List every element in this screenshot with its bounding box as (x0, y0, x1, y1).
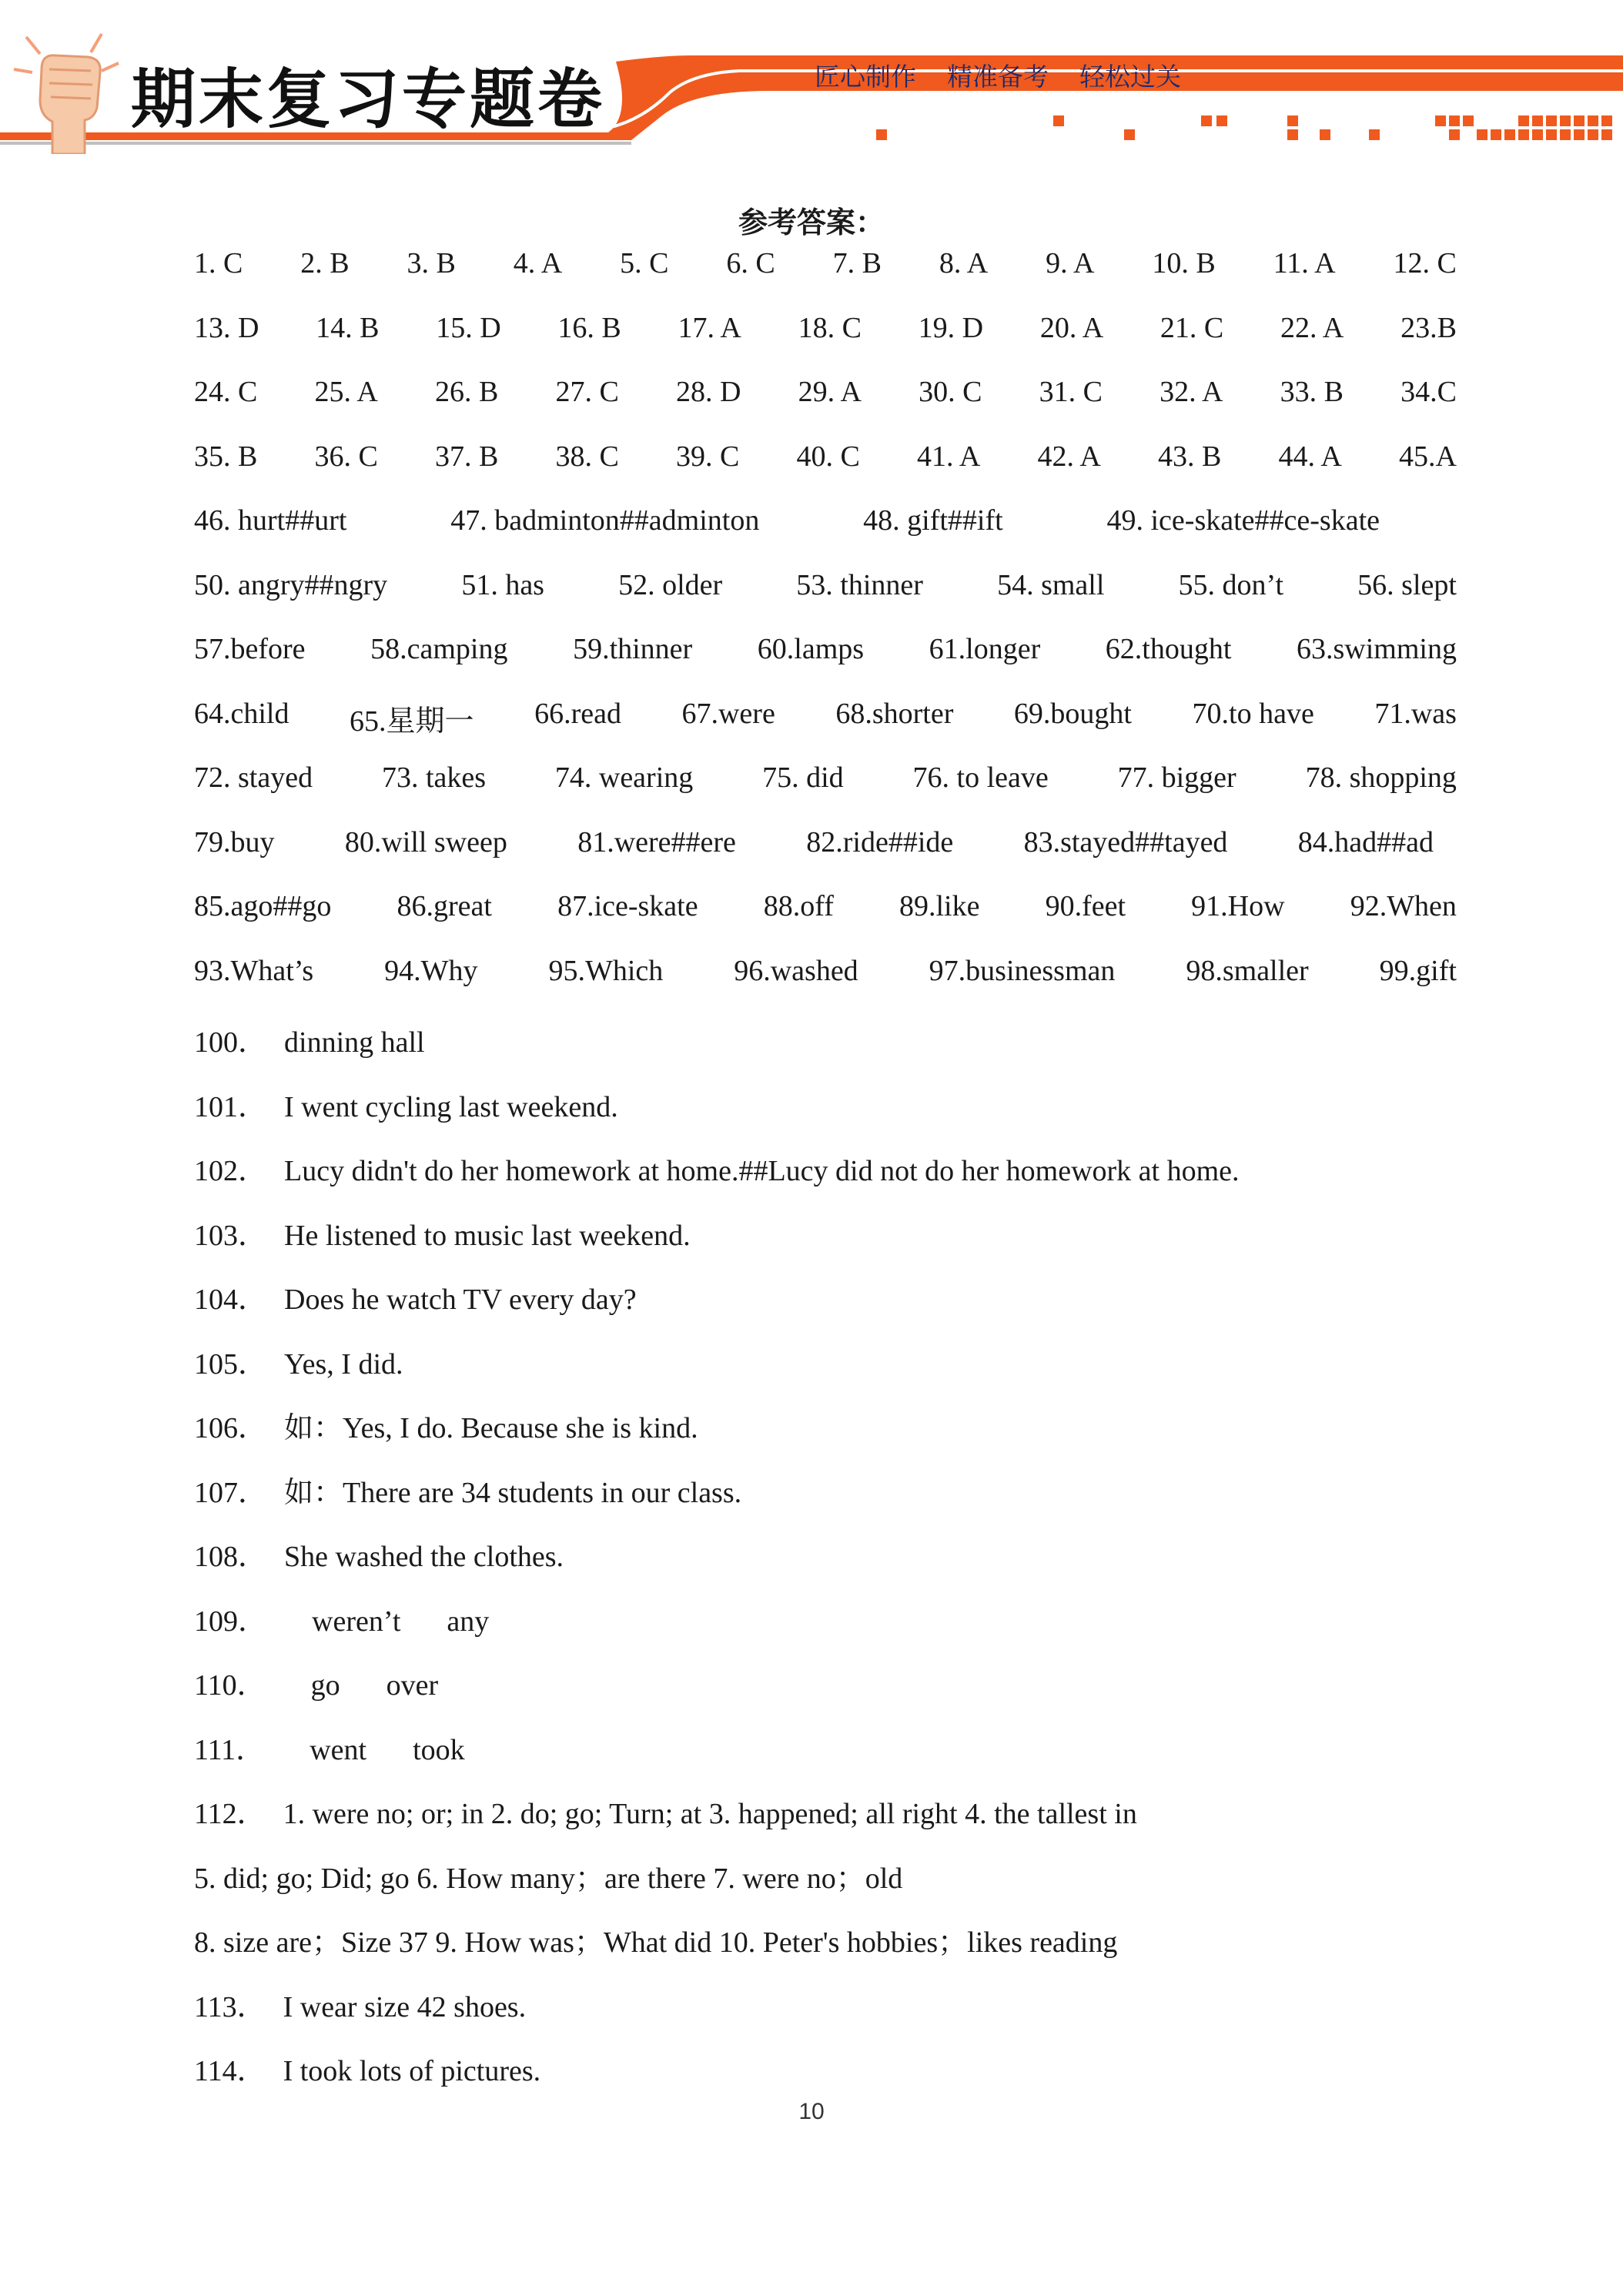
answer-number: 113． (194, 1990, 266, 2023)
answer-text: I wear size 42 shoes. (283, 1990, 527, 2023)
answer-cell: 43. B (1158, 440, 1222, 473)
answer-cell: 73. takes (381, 761, 487, 794)
answer-row (194, 568, 1457, 633)
answer-cell: 94.Why (384, 954, 478, 987)
answer-cell: 91.How (1191, 890, 1285, 922)
answer-cell: 18. C (798, 311, 862, 344)
answer-cell: 37. B (435, 440, 499, 473)
answer-row (194, 761, 1457, 825)
answer-cell: 70.to have (1192, 697, 1314, 730)
answer-cell: 38. C (555, 440, 619, 473)
answer-cell: 96.washed (734, 954, 858, 987)
answer-cell: 23.B (1400, 311, 1457, 344)
answer-cell: 6. C (726, 247, 775, 279)
answer-cell: 81.were##ere (577, 825, 736, 858)
answer-cell: 72. stayed (194, 761, 313, 794)
answer-text: over (386, 1669, 439, 1702)
answer-number: 105． (194, 1347, 268, 1381)
answer-cell: 48. gift##ift (863, 504, 1003, 537)
answer-cell: 21. C (1160, 311, 1224, 344)
answer-pairs (194, 1597, 1457, 1790)
answer-number: 111． (194, 1733, 266, 1766)
answer-cell: 88.off (763, 890, 834, 922)
answer-row (194, 954, 1457, 1019)
answer-number: 103． (194, 1219, 268, 1252)
answer-text: Lucy didn't do her homework at home.##Lucy did not do her homework at home. (284, 1155, 1240, 1187)
answer-line (194, 1983, 1457, 2047)
answer-cell: 52. older (618, 568, 723, 601)
answer-text: took (413, 1733, 465, 1766)
answer-cell: 7. B (832, 247, 882, 279)
answer-line: 8. size are；Size 37 9. How was；What did 10. Peter's hobbies；likes reading (194, 1926, 1118, 1959)
answer-text: 如：There are 34 students in our class. (284, 1476, 742, 1509)
answer-cell: 61.longer (929, 633, 1041, 665)
answer-112 (194, 1789, 1457, 1983)
answer-cell: 59.thinner (573, 633, 693, 665)
answer-cell: 14. B (316, 311, 380, 344)
answer-cell: 79.buy (194, 825, 275, 858)
answer-cell: 76. to leave (912, 761, 1049, 794)
answer-cell: 39. C (676, 440, 740, 473)
answer-text: any (447, 1605, 490, 1638)
answer-cell: 8. A (939, 247, 989, 279)
answer-cell: 30. C (919, 376, 982, 408)
answer-line (194, 1532, 1457, 1597)
answer-line (194, 1404, 1457, 1468)
slogan-item: 匠心制作 (815, 62, 916, 92)
answer-cell: 13. D (194, 311, 259, 344)
answer-content (194, 246, 1457, 2111)
answer-line: 112． 1. were no; or; in 2. do; go; Turn; at 3. happened; all right 4. the tallest in (194, 1798, 1137, 1830)
answer-cell: 26. B (435, 376, 499, 408)
answer-text: She washed the clothes. (284, 1541, 564, 1573)
answer-cell: 22. A (1280, 311, 1344, 344)
answer-row (194, 697, 1457, 761)
answer-cell: 1. C (194, 247, 243, 279)
answer-cell: 74. wearing (554, 761, 694, 794)
answer-number: 100． (194, 1026, 268, 1059)
answer-text: Yes, I did. (284, 1347, 403, 1381)
answer-cell: 87.ice-skate (557, 890, 698, 922)
answer-cell: 28. D (676, 376, 741, 408)
answer-number: 102． (194, 1155, 268, 1187)
answer-cell: 32. A (1160, 376, 1223, 408)
answer-cell: 83.stayed##tayed (1023, 825, 1228, 858)
answer-cell: 51. has (461, 568, 544, 601)
document-title: 参考答案： (738, 206, 885, 239)
answer-cell: 42. A (1037, 440, 1101, 473)
answer-cell: 80.will sweep (344, 825, 507, 858)
answer-row (194, 375, 1457, 440)
answer-cell: 40. C (796, 440, 860, 473)
slogan-item: 轻松过关 (1079, 62, 1181, 92)
answer-cell: 10. B (1152, 247, 1216, 279)
answer-cell: 93.What’s (194, 954, 314, 987)
answer-cell: 69.bought (1013, 697, 1132, 730)
answer-cell: 64.child (194, 697, 289, 730)
answer-line (194, 1083, 1457, 1147)
answer-cell: 45.A (1399, 440, 1457, 473)
answer-cell: 44. A (1278, 440, 1342, 473)
answer-cell: 60.lamps (757, 633, 865, 665)
answer-cell: 4. A (513, 247, 563, 279)
slogan-item: 精准备考 (947, 62, 1049, 92)
answer-cell: 82.ride##ide (806, 825, 954, 858)
answer-text: weren’t (312, 1605, 401, 1638)
answer-cell: 63.swimming (1297, 633, 1457, 665)
answer-row (194, 246, 1457, 311)
answer-lines (194, 1018, 1457, 1597)
answer-cell: 41. A (917, 440, 981, 473)
answer-cell: 17. A (678, 311, 741, 344)
answer-row (194, 632, 1457, 697)
answer-cell: 77. bigger (1117, 761, 1236, 794)
answer-cell: 34.C (1400, 376, 1457, 408)
answer-tail-lines (194, 1983, 1457, 2111)
answer-row (194, 889, 1457, 954)
answer-text: go (310, 1669, 340, 1702)
answer-cell: 50. angry##ngry (194, 568, 388, 601)
answer-line (194, 1468, 1457, 1533)
answer-cell: 90.feet (1045, 890, 1126, 922)
answer-cell: 35. B (194, 440, 258, 473)
answer-cell: 49. ice-skate##ce-skate (1106, 504, 1380, 537)
answer-cell: 3. B (407, 247, 456, 279)
answer-number: 107． (194, 1476, 268, 1509)
answer-number: 101． (194, 1090, 268, 1123)
answer-line (194, 1340, 1457, 1404)
answer-cell: 99.gift (1379, 954, 1457, 987)
answer-cell: 85.ago##go (194, 890, 332, 922)
answer-text: I took lots of pictures. (283, 2055, 541, 2087)
answer-cell: 92.When (1350, 890, 1457, 922)
answer-cell: 54. small (997, 568, 1105, 601)
answer-cell: 84.had##ad (1297, 825, 1434, 858)
answer-cell: 33. B (1280, 376, 1344, 408)
answer-line (194, 1661, 1457, 1725)
answer-cell: 97.businessman (929, 954, 1116, 987)
answer-text: Does he watch TV every day? (284, 1284, 637, 1316)
answer-cell: 66.read (534, 697, 621, 730)
answer-text: I went cycling last weekend. (284, 1090, 618, 1123)
answer-number: 114． (194, 2055, 266, 2087)
answer-cell: 98.smaller (1186, 954, 1309, 987)
answer-cell: 15. D (436, 311, 501, 344)
answer-line (194, 1146, 1457, 1211)
answer-cell: 16. B (557, 311, 621, 344)
answer-line: 5. did; go; Did; go 6. How many；are there 7. were no；old (194, 1862, 903, 1895)
answer-cell: 31. C (1039, 376, 1103, 408)
answer-cell: 46. hurt##urt (194, 504, 347, 537)
answer-cell: 9. A (1046, 247, 1095, 279)
answer-line (194, 1275, 1457, 1340)
answer-row (194, 311, 1457, 376)
answer-number: 110． (194, 1669, 266, 1702)
answer-cell: 25. A (314, 376, 378, 408)
answer-cell: 62.thought (1105, 633, 1232, 665)
answer-number: 104． (194, 1284, 268, 1316)
answer-text: He listened to music last weekend. (284, 1219, 691, 1252)
answer-cell: 78. shopping (1305, 761, 1457, 794)
answer-cell: 5. C (620, 247, 669, 279)
answer-line (194, 1018, 1457, 1083)
page-header (0, 0, 1623, 154)
answer-cell: 36. C (314, 440, 378, 473)
answer-cell: 75. did (762, 761, 844, 794)
answer-cell: 56. slept (1357, 568, 1457, 601)
answer-cell: 55. don’t (1178, 568, 1284, 601)
answer-cell: 47. badminton##adminton (450, 504, 760, 537)
header-slogans (815, 57, 1181, 93)
answer-line (194, 1211, 1457, 1276)
answer-number: 108． (194, 1541, 268, 1573)
answer-line (194, 1597, 1457, 1662)
answer-cell: 27. C (555, 376, 619, 408)
answer-text: 如：Yes, I do. Because she is kind. (284, 1412, 698, 1444)
answer-cell: 95.Which (548, 954, 664, 987)
answer-cell: 19. D (918, 311, 984, 344)
answer-grid (194, 246, 1457, 1018)
answer-row (194, 504, 1380, 568)
answer-row (194, 825, 1434, 890)
answer-text: went (310, 1733, 367, 1766)
answer-cell: 29. A (798, 376, 862, 408)
answer-cell: 67.were (681, 697, 775, 730)
answer-cell: 20. A (1039, 311, 1104, 344)
answer-text: dinning hall (284, 1026, 425, 1059)
answer-cell: 68.shorter (835, 697, 954, 730)
answer-cell: 71.was (1374, 697, 1457, 730)
answer-cell: 58.camping (370, 633, 508, 665)
fist-icon (11, 23, 126, 154)
answer-number: 106． (194, 1412, 268, 1444)
answer-cell: 65.星期一 (350, 705, 474, 738)
answer-line (194, 1725, 1457, 1790)
answer-number: 109． (194, 1605, 268, 1638)
answer-cell: 57.before (194, 633, 306, 665)
page-number: 10 (798, 2099, 825, 2124)
answer-cell: 11. A (1273, 247, 1336, 279)
answer-row (194, 440, 1457, 504)
answer-cell: 12. C (1393, 247, 1457, 279)
header-title: 期末复习专题卷 (131, 62, 606, 137)
answer-cell: 86.great (397, 890, 492, 922)
answer-cell: 24. C (194, 376, 258, 408)
answer-cell: 2. B (300, 247, 350, 279)
answer-cell: 53. thinner (796, 568, 923, 601)
answer-cell: 89.like (899, 890, 980, 922)
